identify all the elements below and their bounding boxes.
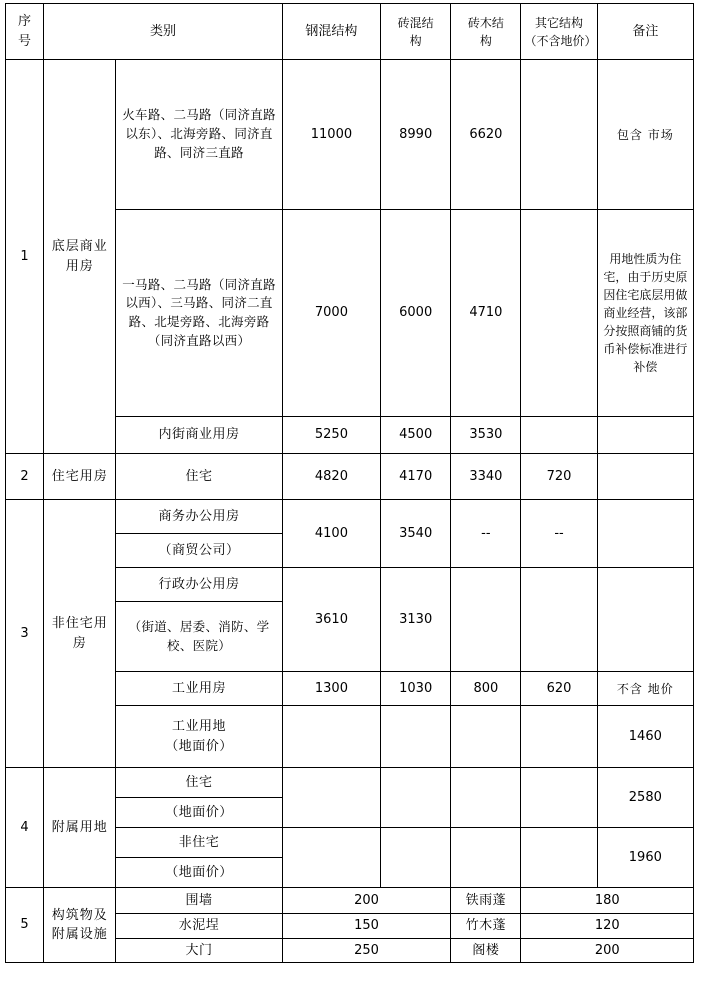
cell-steel: 4820 (282, 454, 380, 500)
cell-other (521, 210, 597, 417)
compensation-price-table (5, 3, 694, 963)
cell-brick-mixed: 4500 (381, 417, 451, 454)
cell-remark: 用地性质为住宅，由于历史原因住宅底层用做商业经营，该部分按照商铺的货币补偿标准进行补偿 (597, 210, 693, 417)
cell-brick-mixed: 4170 (381, 454, 451, 500)
table-header-row (6, 4, 694, 60)
cell-remark: 1960 (597, 828, 693, 888)
cell-remark: 1460 (597, 706, 693, 768)
structure-value-left: 150 (282, 914, 450, 939)
cell-brick-mixed: 3130 (381, 568, 451, 672)
cell-brick-wood: 3530 (451, 417, 521, 454)
cell-brick-wood: 3340 (451, 454, 521, 500)
cell-brick-mixed: 6000 (381, 210, 451, 417)
structure-value-left: 250 (282, 938, 450, 963)
table-row (6, 60, 694, 210)
table-row (6, 454, 694, 500)
cell-steel: 11000 (282, 60, 380, 210)
cell-remark (597, 454, 693, 500)
row-index-5: 5 (6, 888, 44, 963)
cell-brick-wood (451, 706, 521, 768)
cell-remark (597, 500, 693, 568)
cell-steel (282, 828, 380, 888)
structure-value-right: 120 (521, 914, 694, 939)
row-subcategory-line2: （地面价） (165, 738, 233, 754)
cell-brick-mixed (381, 828, 451, 888)
row-subcategory: 一马路、二马路（同济直路以西）、三马路、同济二直路、北堤旁路、北海旁路（同济直路以西） (116, 210, 282, 417)
structure-name-left: 水泥埕 (116, 914, 282, 939)
cell-other (521, 417, 597, 454)
cell-steel: 1300 (282, 672, 380, 706)
header-index (6, 4, 44, 60)
row-category-3: 非住宅用房 (44, 500, 116, 768)
row-subcategory-secondary: （地面价） (116, 798, 282, 828)
row-subcategory: 住宅 (116, 454, 282, 500)
row-category-2: 住宅用房 (44, 454, 116, 500)
cell-brick-wood (451, 768, 521, 828)
row-index-3: 3 (6, 500, 44, 768)
cell-steel: 7000 (282, 210, 380, 417)
header-category: 类别 (44, 4, 283, 60)
cell-brick-wood: -- (451, 500, 521, 568)
cell-brick-wood: 4710 (451, 210, 521, 417)
row-subcategory-secondary: （商贸公司） (116, 534, 282, 568)
header-index-line2: 号 (18, 33, 32, 49)
header-brick-mixed-structure (381, 4, 451, 60)
cell-other (521, 60, 597, 210)
row-subcategory: 商务办公用房 (116, 500, 282, 534)
row-subcategory-secondary: （街道、居委、消防、学校、医院） (116, 602, 282, 672)
row-subcategory: 住宅 (116, 768, 282, 798)
table-row (6, 768, 694, 798)
cell-steel: 3610 (282, 568, 380, 672)
row-subcategory-secondary: （地面价） (116, 858, 282, 888)
cell-remark: 2580 (597, 768, 693, 828)
cell-steel (282, 706, 380, 768)
header-steel-structure: 钢混结构 (282, 4, 380, 60)
cell-brick-wood (451, 568, 521, 672)
structure-name-right: 铁雨蓬 (451, 888, 521, 914)
header-brick-mixed-line1: 砖混结 (397, 15, 434, 30)
cell-brick-mixed (381, 706, 451, 768)
header-brick-wood-structure (451, 4, 521, 60)
row-subcategory-line1: 工业用地 (172, 719, 227, 734)
row-subcategory (116, 706, 282, 768)
row-subcategory: 行政办公用房 (116, 568, 282, 602)
cell-steel: 5250 (282, 417, 380, 454)
row-category-1: 底层商业用房 (44, 60, 116, 454)
cell-brick-wood: 800 (451, 672, 521, 706)
cell-other: 620 (521, 672, 597, 706)
structure-name-left: 围墙 (116, 888, 282, 914)
row-subcategory: 内街商业用房 (116, 417, 282, 454)
row-category-4: 附属用地 (44, 768, 116, 888)
cell-other (521, 768, 597, 828)
structure-name-left: 大门 (116, 938, 282, 963)
row-index-4: 4 (6, 768, 44, 888)
cell-steel (282, 768, 380, 828)
structure-name-right: 竹木蓬 (451, 914, 521, 939)
cell-remark: 包含 市场 (597, 60, 693, 210)
cell-brick-mixed (381, 768, 451, 828)
cell-other (521, 568, 597, 672)
header-remark: 备注 (597, 4, 693, 60)
cell-remark (597, 568, 693, 672)
cell-brick-mixed: 8990 (381, 60, 451, 210)
cell-other (521, 828, 597, 888)
cell-brick-wood (451, 828, 521, 888)
row-category-5: 构筑物及附属设施 (44, 888, 116, 963)
document-page (0, 3, 701, 1000)
cell-remark (597, 417, 693, 454)
header-brick-wood-line1: 砖木结 (467, 15, 504, 30)
structure-value-left: 200 (282, 888, 450, 914)
table-row (6, 500, 694, 534)
structure-name-right: 阁楼 (451, 938, 521, 963)
cell-steel: 4100 (282, 500, 380, 568)
row-index-1: 1 (6, 60, 44, 454)
cell-brick-mixed: 1030 (381, 672, 451, 706)
structure-value-right: 200 (521, 938, 694, 963)
structure-value-right: 180 (521, 888, 694, 914)
cell-remark: 不含 地价 (597, 672, 693, 706)
row-index-2: 2 (6, 454, 44, 500)
row-subcategory: 工业用房 (116, 672, 282, 706)
cell-other: 720 (521, 454, 597, 500)
header-brick-wood-line2: 构 (479, 33, 492, 48)
cell-brick-wood: 6620 (451, 60, 521, 210)
cell-brick-mixed: 3540 (381, 500, 451, 568)
header-brick-mixed-line2: 构 (409, 33, 422, 48)
header-index-line1: 序 (18, 14, 32, 29)
table-row (6, 888, 694, 914)
cell-other: -- (521, 500, 597, 568)
header-other-structure: 其它结构（不含地价） (521, 4, 597, 60)
row-subcategory: 火车路、二马路（同济直路以东）、北海旁路、同济直路、同济三直路 (116, 60, 282, 210)
row-subcategory: 非住宅 (116, 828, 282, 858)
cell-other (521, 706, 597, 768)
